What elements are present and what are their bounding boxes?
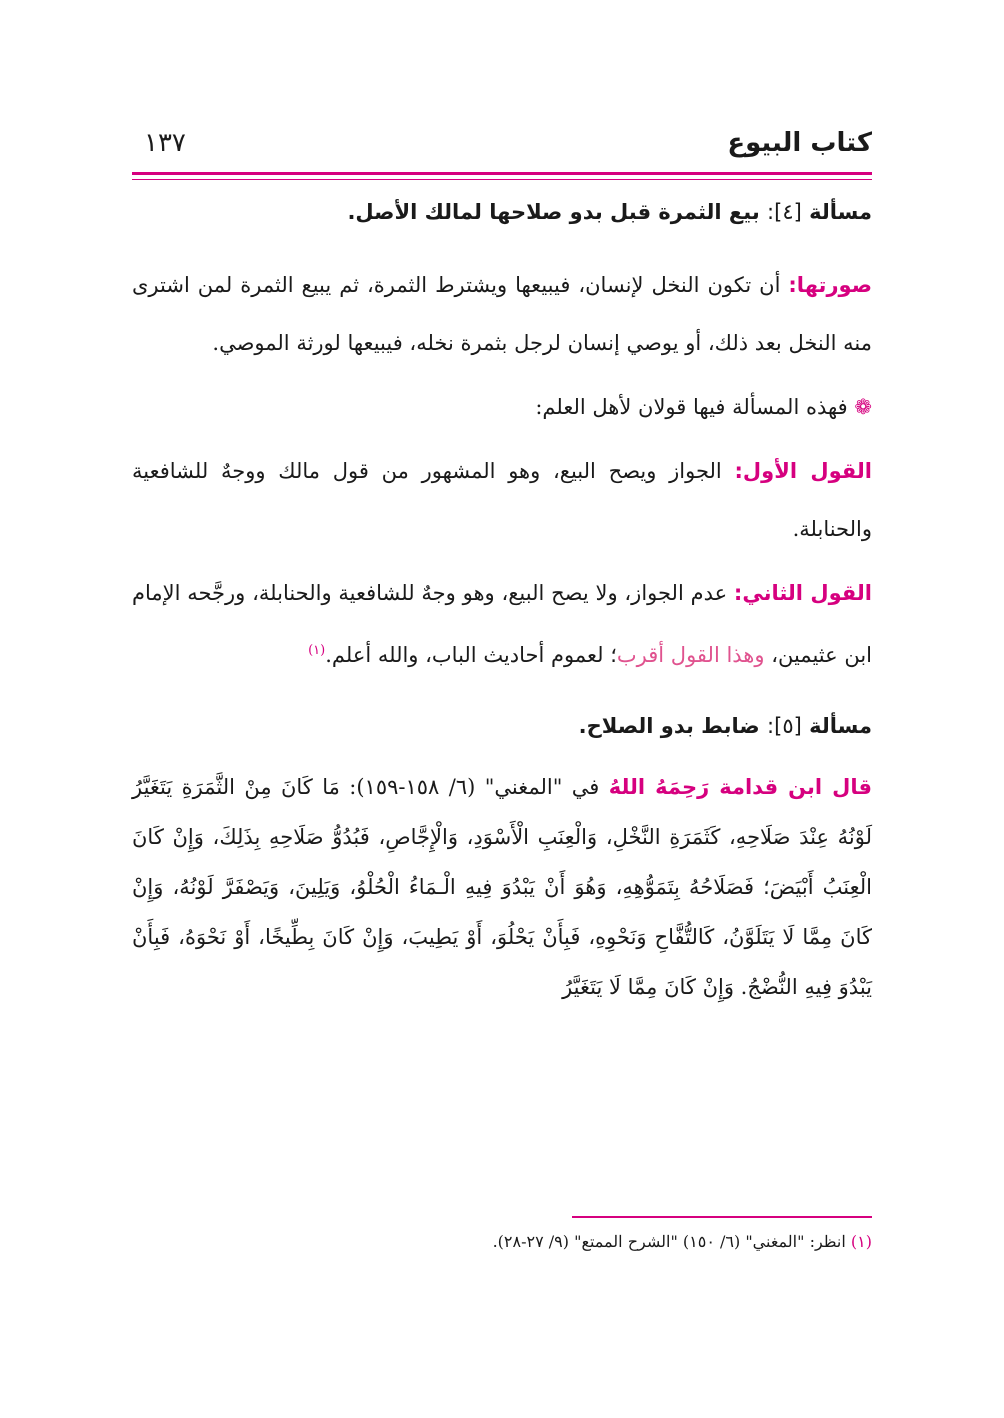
question-label: مسألة [809,200,872,224]
paragraph-first-view [132,442,872,558]
paragraph-form [132,256,872,372]
page-content [132,190,872,1012]
question-title: بيع الثمرة قبل بدو صلاحها لمالك الأصل. [347,200,760,224]
second-view-text: عدم الجواز، ولا يصح البيع، وهو وجهٌ للشافعية والحنابلة، ورجَّحه الإمام ابن عثيمين، [132,581,872,667]
first-view-label: القول الأول: [734,459,872,483]
paragraph-two-views [132,378,872,436]
two-views-text: فهذه المسألة فيها قولان لأهل العلم: [535,395,855,419]
quote-attribution: قال ابن قدامة رَحِمَهُ اللهُ [608,775,872,799]
form-label: صورتها: [788,273,872,297]
paragraph-second-view [132,564,872,684]
preferred-view-highlight: وهذا القول أقرب [616,643,765,667]
question-4-heading [132,190,872,234]
flower-ornament-icon: ❁ [854,395,872,419]
second-view-text-end: ؛ لعموم أحاديث الباب، والله أعلم. [325,643,617,667]
running-header [132,128,872,168]
header-rule-thin [132,179,872,180]
question-label: مسألة [809,714,872,738]
book-title: كتاب البيوع [727,128,872,158]
first-view-text: الجواز ويصح البيع، وهو المشهور من قول مالك ووجهٌ للشافعية والحنابلة. [132,459,872,541]
footnote-marker: (١) [308,643,326,658]
page-number: ١٣٧ [144,128,186,158]
question-number: [٥]: [767,714,802,738]
footnote-text: انظر: "المغني" (٦/ ١٥٠) "الشرح الممتع" (٩/ ٢٧-٢٨). [492,1232,851,1251]
question-number: [٤]: [767,200,802,224]
page [132,0,872,1418]
question-5-heading [132,704,872,748]
quote-text: في "المغني" (٦/ ١٥٨-١٥٩): مَا كَانَ مِنْ الثَّمَرَةِ يَتَغَيَّرُ لَوْنُهُ عِنْدَ صَلَاحِهِ، كَثَمَرَةِ النَّخْلِ، وَالْعِنَبِ الْأَسْوَدِ، وَالْإِجَّاصِ، فَبُدُوُّ صَلَاحِهِ بِذَلِكَ، وَإِنْ كَانَ الْعِنَبُ أَبْيَضَ؛ فَصَلَاحُهُ بِتَمَوُّهِهِ، وَهُوَ أَنْ يَبْدُوَ فِيهِ الْـمَاءُ الْحُلْوُ، وَيَلِينَ، وَيَصْفَرَّ لَوْنُهُ، وَإِنْ كَانَ مِمَّا لَا يَتَلَوَّنُ، كَالتُّفَّاحِ وَنَحْوِهِ، فَبِأَنْ يَحْلُوَ، أَوْ يَطِيبَ، وَإِنْ كَانَ بِطِّيخًا، أَوْ نَحْوَهُ، فَبِأَنْ يَبْدُوَ فِيهِ النُّضْجُ. وَإِنْ كَانَ مِمَّا لَا يَتَغَيَّرُ [132,775,872,999]
footnote [132,1232,872,1251]
footnote-number: (١) [850,1232,872,1251]
second-view-label: القول الثاني: [733,581,872,605]
form-text: أن تكون النخل لإنسان، فيبيعها ويشترط الثمرة، ثم يبيع الثمرة لمن اشترى منه النخل بعد ذلك، أو يوصي إنسان لرجل بثمرة نخله، فيبيعها لورثة الموصي. [132,273,872,355]
ibn-qudamah-quote [132,762,872,1012]
footnote-rule [572,1216,872,1218]
question-title: ضابط بدو الصلاح. [578,714,760,738]
header-rule-thick [132,172,872,175]
